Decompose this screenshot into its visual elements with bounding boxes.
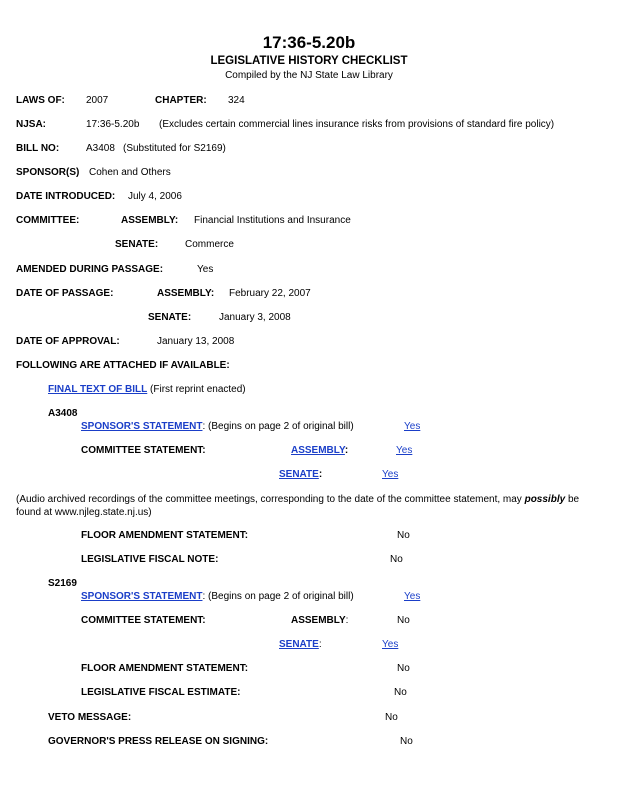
njsa-label: NJSA: bbox=[16, 119, 47, 130]
press-release-value: No bbox=[400, 736, 413, 747]
s2169-committee-statement-label: COMMITTEE STATEMENT: bbox=[81, 615, 206, 626]
njsa-description: (Excludes certain commercial lines insurance risks from provisions of standard fire policy) bbox=[159, 119, 555, 130]
veto-label: VETO MESSAGE: bbox=[48, 712, 132, 723]
a3408-floor-amendment-value: No bbox=[397, 530, 410, 541]
a3408-assembly-link[interactable]: ASSEMBLY bbox=[291, 445, 345, 456]
a3408-assembly-yes[interactable]: Yes bbox=[396, 445, 413, 456]
s2169-senate-colon: : bbox=[318, 639, 322, 650]
s2169-assembly-row bbox=[291, 615, 348, 626]
compiled-by: Compiled by the NJ State Law Library bbox=[225, 70, 393, 81]
a3408-sponsor-statement-link[interactable]: SPONSOR'S STATEMENT bbox=[81, 421, 203, 432]
passage-assembly-label: ASSEMBLY: bbox=[157, 288, 215, 299]
audio-note-emphasis: possibly bbox=[524, 494, 566, 505]
date-introduced-value: July 4, 2006 bbox=[128, 191, 182, 202]
date-of-approval-value: January 13, 2008 bbox=[157, 336, 235, 347]
a3408-senate-link[interactable]: SENATE bbox=[279, 469, 319, 480]
bill-no-note: (Substituted for S2169) bbox=[123, 143, 226, 154]
a3408-sponsor-statement-note: : (Begins on page 2 of original bill) bbox=[202, 421, 354, 432]
njsa-value: 17:36-5.20b bbox=[86, 119, 140, 130]
page-subtitle: LEGISLATIVE HISTORY CHECKLIST bbox=[210, 55, 408, 67]
a3408-fiscal-note-value: No bbox=[390, 554, 403, 565]
laws-of-value: 2007 bbox=[86, 95, 109, 106]
final-text-link[interactable]: FINAL TEXT OF BILL bbox=[48, 384, 148, 395]
date-introduced-label: DATE INTRODUCED: bbox=[16, 191, 116, 202]
committee-senate-label: SENATE: bbox=[115, 239, 159, 250]
s2169-floor-amendment-value: No bbox=[397, 663, 410, 674]
audio-note-before: (Audio archived recordings of the committee meetings, corresponding to the date of the committee statement, may bbox=[16, 494, 525, 505]
passage-senate-label: SENATE: bbox=[148, 312, 192, 323]
s2169-senate-yes[interactable]: Yes bbox=[382, 639, 399, 650]
s2169-sponsor-statement-note: : (Begins on page 2 of original bill) bbox=[202, 591, 354, 602]
date-of-passage-label: DATE OF PASSAGE: bbox=[16, 288, 114, 299]
s2169-senate-row bbox=[279, 639, 322, 650]
a3408-senate-colon: : bbox=[318, 469, 323, 480]
bill-no-label: BILL NO: bbox=[16, 143, 60, 154]
veto-value: No bbox=[385, 712, 398, 723]
press-release-label: GOVERNOR'S PRESS RELEASE ON SIGNING: bbox=[48, 736, 269, 747]
a3408-senate-yes[interactable]: Yes bbox=[382, 469, 399, 480]
s2169-assembly-colon: : bbox=[345, 615, 349, 626]
a3408-assembly-row bbox=[291, 445, 348, 456]
a3408-fiscal-note-label: LEGISLATIVE FISCAL NOTE: bbox=[81, 554, 219, 565]
laws-of-label: LAWS OF: bbox=[16, 95, 65, 106]
final-text-note: (First reprint enacted) bbox=[150, 384, 246, 395]
committee-assembly-label: ASSEMBLY: bbox=[121, 215, 179, 226]
committee-label: COMMITTEE: bbox=[16, 215, 80, 226]
a3408-senate-row bbox=[279, 469, 322, 480]
a3408-committee-statement-label: COMMITTEE STATEMENT: bbox=[81, 445, 206, 456]
audio-note bbox=[16, 493, 606, 519]
s2169-heading: S2169 bbox=[48, 578, 77, 589]
s2169-fiscal-estimate-value: No bbox=[394, 687, 407, 698]
audio-note-after: be found at www.njleg.state.nj.us) bbox=[16, 494, 580, 518]
attached-heading: FOLLOWING ARE ATTACHED IF AVAILABLE: bbox=[16, 360, 230, 371]
chapter-value: 324 bbox=[228, 95, 245, 106]
s2169-sponsor-statement-row bbox=[81, 591, 354, 602]
bill-no-value: A3408 bbox=[86, 143, 115, 154]
s2169-sponsor-statement-link[interactable]: SPONSOR'S STATEMENT bbox=[81, 591, 203, 602]
s2169-floor-amendment-label: FLOOR AMENDMENT STATEMENT: bbox=[81, 663, 249, 674]
a3408-sponsor-statement-yes[interactable]: Yes bbox=[404, 421, 421, 432]
chapter-label: CHAPTER: bbox=[155, 95, 207, 106]
a3408-floor-amendment-label: FLOOR AMENDMENT STATEMENT: bbox=[81, 530, 249, 541]
s2169-sponsor-statement-yes[interactable]: Yes bbox=[404, 591, 421, 602]
sponsors-label: SPONSOR(S) bbox=[16, 167, 80, 178]
a3408-heading: A3408 bbox=[48, 408, 78, 419]
passage-assembly-value: February 22, 2007 bbox=[229, 288, 311, 299]
sponsors-value: Cohen and Others bbox=[89, 167, 171, 178]
page-title: 17:36-5.20b bbox=[262, 33, 356, 52]
amended-value: Yes bbox=[197, 264, 214, 275]
s2169-senate-link[interactable]: SENATE bbox=[279, 639, 319, 650]
date-of-approval-label: DATE OF APPROVAL: bbox=[16, 336, 120, 347]
passage-senate-value: January 3, 2008 bbox=[219, 312, 291, 323]
final-text-row bbox=[48, 384, 246, 395]
a3408-assembly-colon: : bbox=[344, 445, 349, 456]
s2169-assembly-label: ASSEMBLY bbox=[291, 615, 346, 626]
s2169-assembly-value: No bbox=[397, 615, 410, 626]
committee-senate-value: Commerce bbox=[185, 239, 234, 250]
s2169-fiscal-estimate-label: LEGISLATIVE FISCAL ESTIMATE: bbox=[81, 687, 241, 698]
a3408-sponsor-statement-row bbox=[81, 421, 354, 432]
committee-assembly-value: Financial Institutions and Insurance bbox=[194, 215, 351, 226]
amended-label: AMENDED DURING PASSAGE: bbox=[16, 264, 164, 275]
